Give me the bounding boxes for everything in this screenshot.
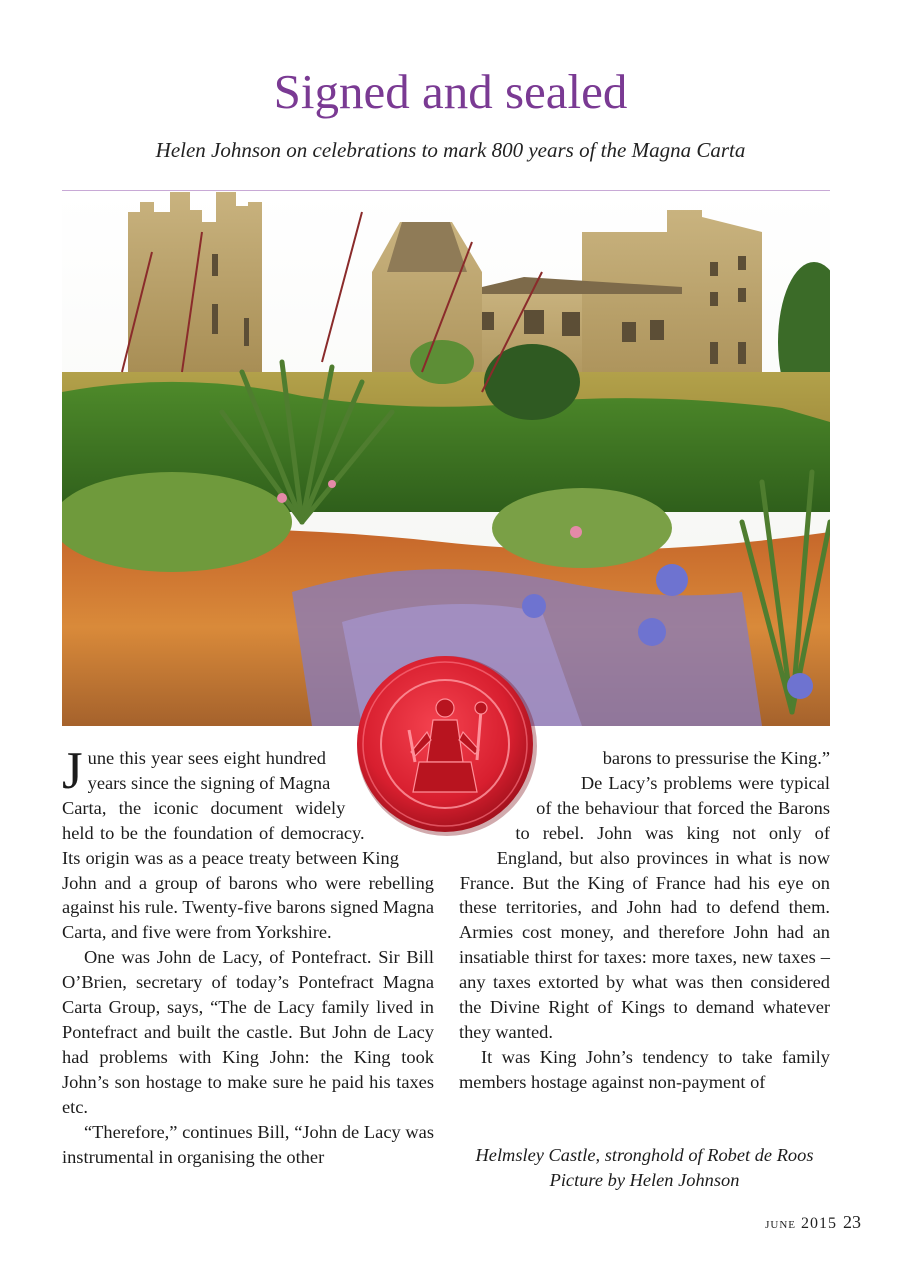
photo-caption: [459, 1143, 830, 1193]
body-paragraph: One was John de Lacy, of Pontefract. Sir Bill O’Brien, secretary of today’s Pontefract Magna Carta Group, says, “The de Lacy family lived in Pontefract and built the castle. But John de Lacy had problems with King John: the King took John’s son hostage to make sure he paid his taxes etc.: [62, 947, 434, 1117]
caption-text: Helmsley Castle, stronghold of Robet de Roos: [475, 1145, 814, 1165]
photo-credit: Picture by Helen Johnson: [549, 1170, 740, 1190]
body-paragraph: une this year sees eight hundred years since the signing of Magna Carta, the iconic document widely held to be the foundation of democracy. Its origin was as a peace treaty between King John and a group of barons who were rebelling against his rule. Twenty-five barons signed Magna Carta, and five were from Yorkshire.: [62, 748, 434, 943]
body-column-left: [62, 742, 434, 1169]
body-paragraph: “Therefore,” continues Bill, “John de Lacy was instrumental in organising the other: [62, 1121, 434, 1167]
article-standfirst: Helen Johnson on celebrations to mark 800 years of the Magna Carta: [155, 138, 746, 162]
body-paragraph: It was King John’s tendency to take family members hostage against non-payment of: [459, 1046, 830, 1092]
body-paragraph: De Lacy’s problems were typical of the behaviour that forced the Barons to rebel. John was king not only of England, but also provinces in what is now France. But the King of France had his eye on these territories, and John had to defend them. Armies cost money, and therefore John had an insatiable thirst for taxes: more taxes, new taxes – any taxes extorted by what was then considered the Divine Right of Kings to demand whatever they wanted.: [459, 772, 830, 1042]
body-column-right: [459, 746, 830, 1095]
castle-garden-photo: [62, 192, 830, 726]
page-folio: [765, 1212, 861, 1233]
issue-date: june 2015: [765, 1215, 837, 1232]
body-paragraph: barons to pressurise the King.”: [602, 748, 830, 768]
article-title: Signed and sealed: [273, 64, 628, 119]
page-number: 23: [843, 1212, 861, 1232]
drop-cap: J: [62, 742, 83, 800]
title-divider: [62, 190, 830, 191]
